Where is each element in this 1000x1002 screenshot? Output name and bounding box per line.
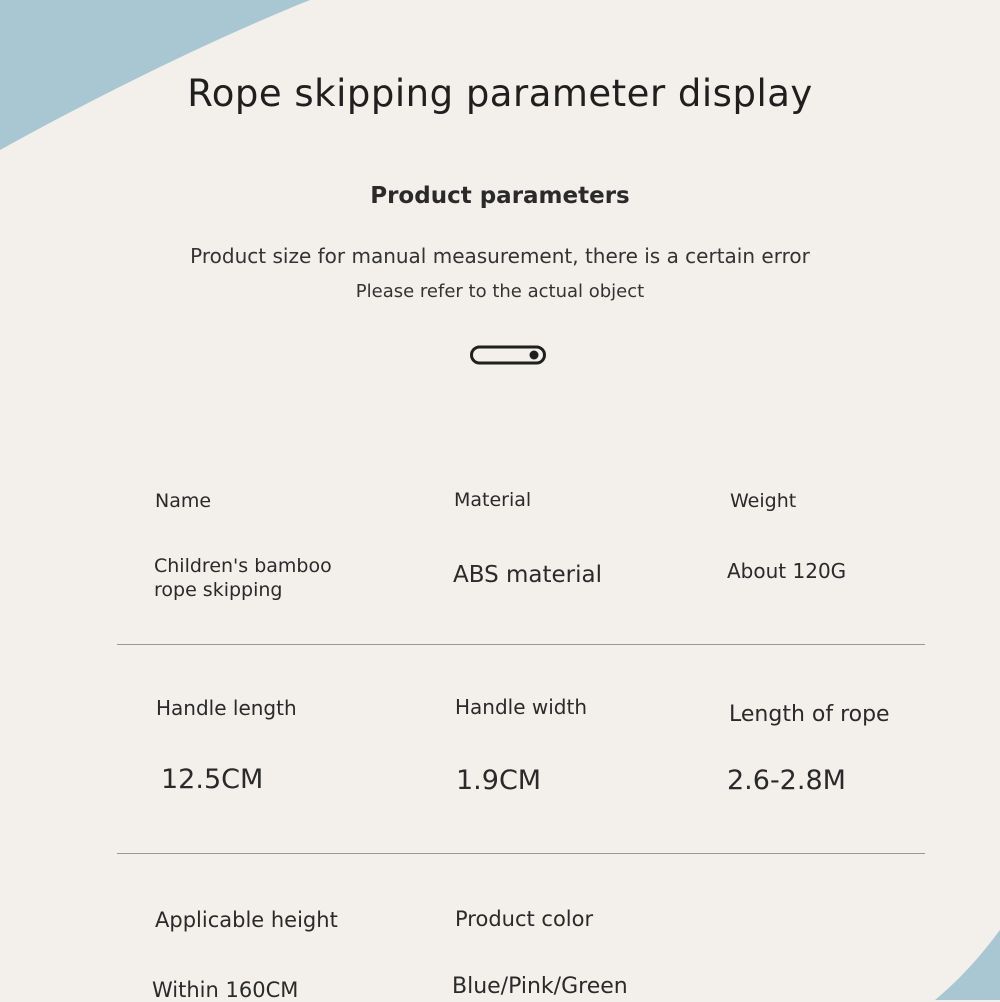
- label-rope-length: Length of rope: [729, 702, 890, 727]
- label-handle-length: Handle length: [156, 696, 297, 720]
- label-material: Material: [454, 489, 532, 511]
- label-handle-width: Handle width: [455, 695, 588, 719]
- row-divider: [117, 644, 925, 645]
- page-title: Rope skipping parameter display: [187, 72, 813, 115]
- reference-note: Please refer to the actual object: [355, 281, 645, 302]
- value-weight: About 120G: [727, 559, 847, 583]
- value-name-line1: Children's bamboo: [154, 555, 332, 577]
- value-product-color: Blue/Pink/Green: [452, 974, 628, 999]
- section-heading: Product parameters: [370, 183, 630, 209]
- value-name-line2: rope skipping: [154, 579, 283, 601]
- value-rope-length: 2.6-2.8M: [727, 765, 846, 796]
- label-name: Name: [155, 490, 212, 512]
- toggle-switch-icon: [470, 345, 546, 365]
- label-weight: Weight: [730, 490, 797, 512]
- measurement-note: Product size for manual measurement, there is a certain error: [190, 244, 810, 268]
- value-handle-width: 1.9CM: [456, 765, 542, 796]
- value-applicable-height: Within 160CM: [152, 978, 299, 1002]
- value-handle-length: 12.5CM: [161, 764, 264, 795]
- value-material: ABS material: [453, 562, 603, 588]
- label-applicable-height: Applicable height: [155, 908, 338, 932]
- label-product-color: Product color: [455, 907, 594, 931]
- row-divider: [117, 853, 925, 854]
